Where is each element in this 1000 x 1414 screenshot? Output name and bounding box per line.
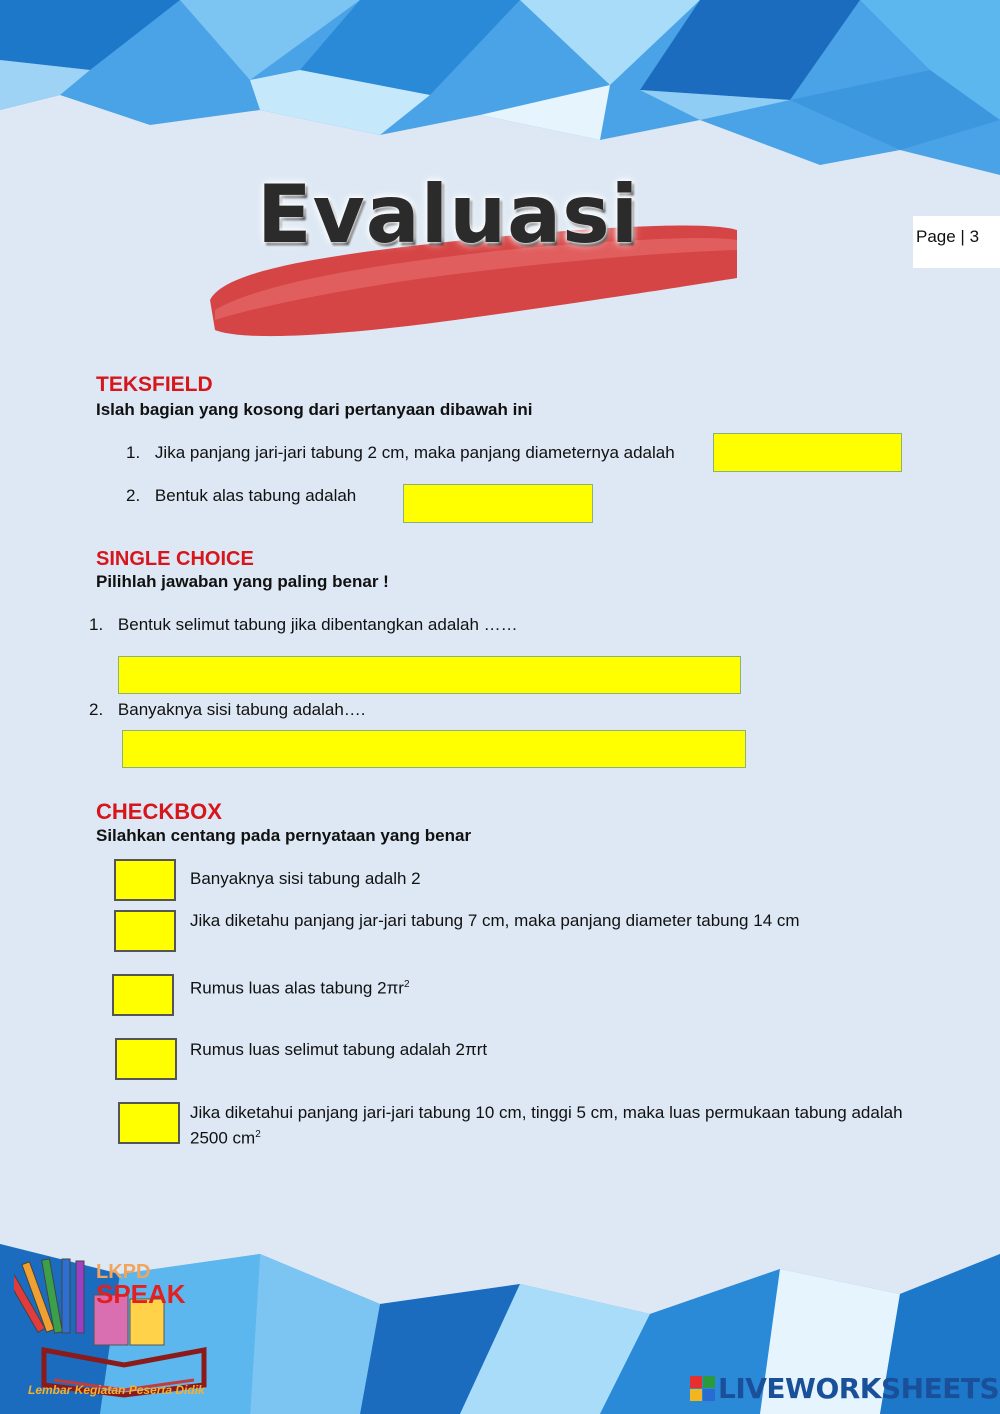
answer-dropdown-2[interactable] (122, 730, 746, 768)
teksfield-question-2 (126, 486, 356, 506)
single-choice-title: SINGLE CHOICE (96, 548, 254, 570)
question-number: 2. (126, 486, 141, 505)
liveworksheets-brand[interactable]: LIVEWORKSHEETS (718, 1372, 1000, 1405)
single-choice-instruction: Pilihlah jawaban yang paling benar ! (96, 572, 389, 591)
checkbox-label-2: Jika diketahu panjang jar-jari tabung 7 cm, maka panjang diameter tabung 14 cm (190, 911, 800, 930)
checkbox-label-text: Jika diketahui panjang jari-jari tabung 10 cm, tinggi 5 cm, maka luas permukaan tabung adalah 2500 cm (190, 1103, 903, 1148)
question-number: 1. (89, 615, 104, 634)
question-number: 2. (89, 700, 104, 719)
teksfield-title: TEKSFIELD (96, 373, 213, 396)
checkbox-2[interactable] (114, 910, 176, 952)
superscript: 2 (255, 1129, 261, 1140)
question-text: Bentuk alas tabung adalah (154, 486, 357, 505)
superscript: 2 (403, 979, 410, 990)
single-choice-question-2 (89, 700, 366, 720)
lkpd-speak-logo (14, 1255, 244, 1405)
question-text: Bentuk selimut tabung jika dibentangkan adalah …… (117, 615, 518, 634)
page-number: Page | 3 (913, 216, 1000, 268)
checkbox-instruction: Silahkan centang pada pernyataan yang benar (96, 826, 472, 845)
single-choice-question-1 (89, 615, 518, 635)
answer-textfield-2[interactable] (403, 484, 593, 523)
checkbox-5[interactable] (118, 1102, 180, 1144)
checkbox-3[interactable] (112, 974, 174, 1016)
checkbox-4[interactable] (115, 1038, 177, 1080)
question-text: Banyaknya sisi tabung adalah…. (117, 700, 366, 719)
page-title: Evaluasi (257, 168, 640, 261)
teksfield-question-1 (126, 443, 675, 463)
logo-lkpd-text: LKPD (96, 1261, 151, 1283)
checkbox-label-5 (190, 1102, 920, 1150)
logo-speak-text: SPEAK (96, 1279, 186, 1309)
question-text: Jika panjang jari-jari tabung 2 cm, maka panjang diameternya adalah (154, 443, 675, 462)
checkbox-1[interactable] (114, 859, 176, 901)
checkbox-title: CHECKBOX (96, 799, 222, 824)
question-number: 1. (126, 443, 141, 462)
checkbox-label-4: Rumus luas selimut tabung adalah 2πrt (190, 1040, 488, 1059)
title-banner (205, 160, 745, 345)
answer-dropdown-1[interactable] (118, 656, 741, 694)
logo-caption: Lembar Kegiatan Peserta Didik (28, 1383, 205, 1397)
teksfield-instruction: Islah bagian yang kosong dari pertanyaan dibawah ini (96, 400, 533, 419)
liveworksheets-icon (690, 1372, 716, 1406)
checkbox-label-3 (190, 974, 410, 1000)
answer-textfield-1[interactable] (713, 433, 902, 472)
checkbox-label-1: Banyaknya sisi tabung adalh 2 (190, 869, 421, 888)
checkbox-label-text: Rumus luas alas tabung 2πr (190, 978, 404, 998)
